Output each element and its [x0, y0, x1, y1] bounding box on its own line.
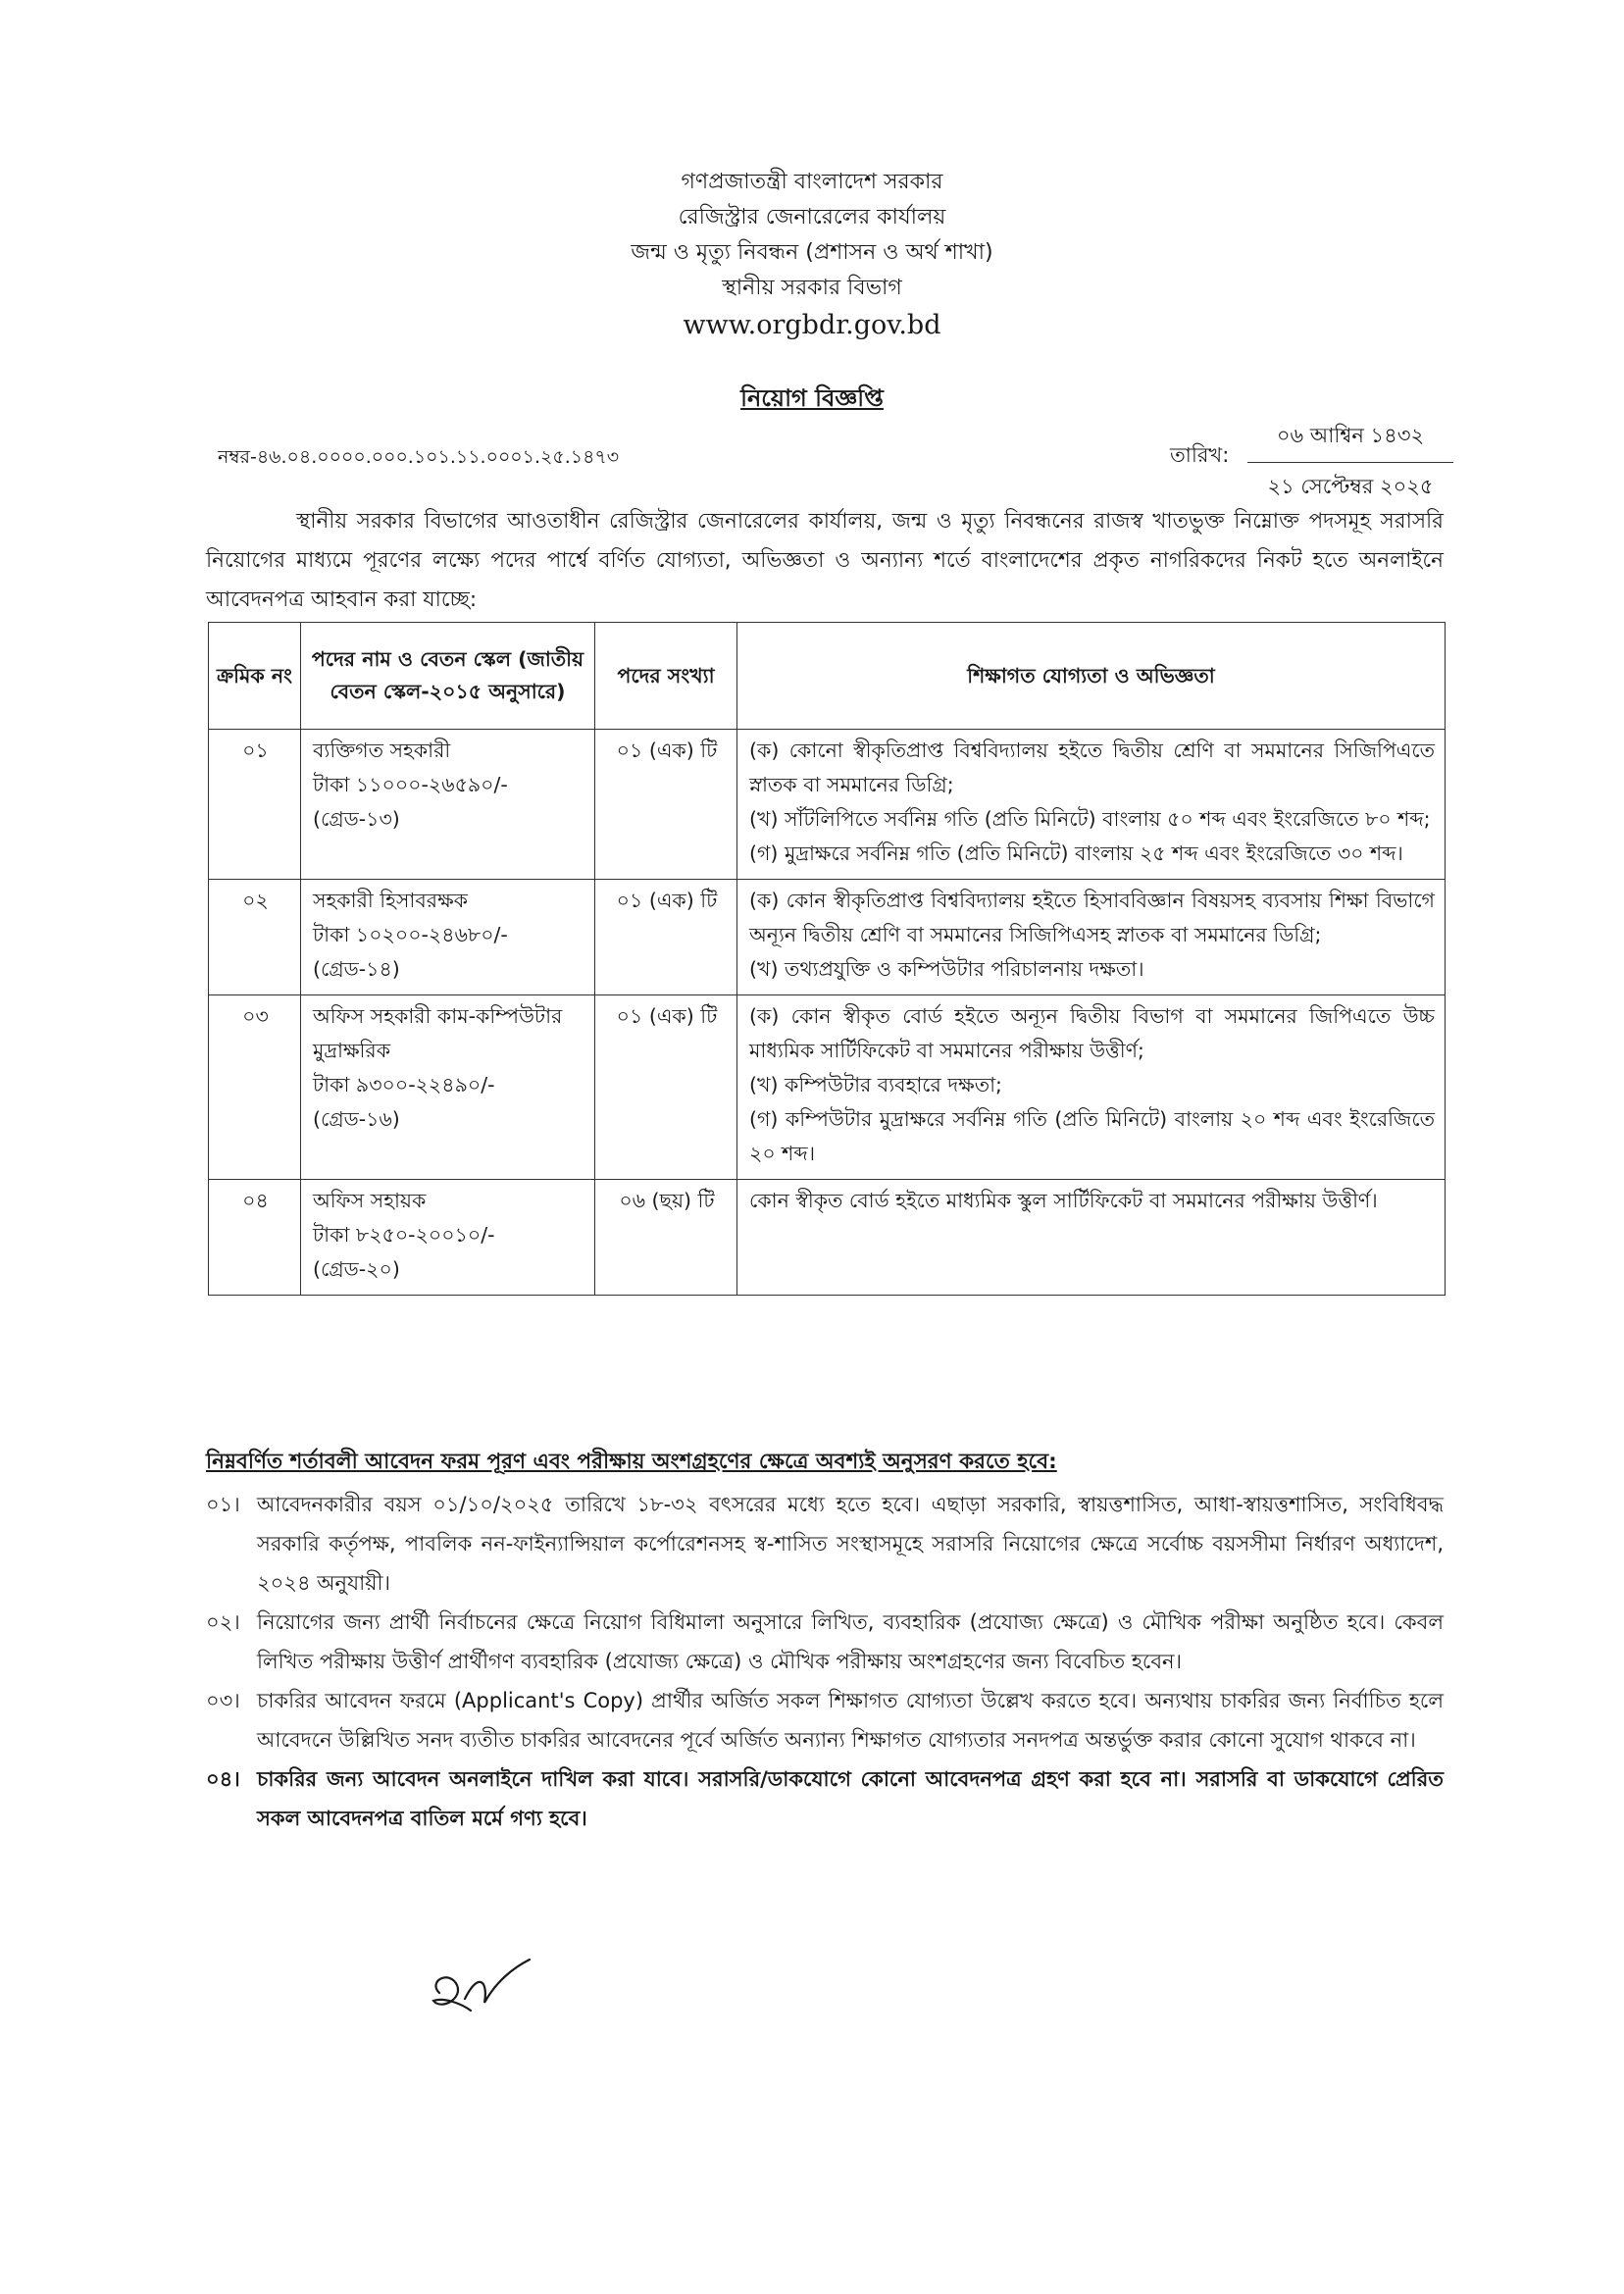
qualification-item: (গ) কম্পিউটার মুদ্রাক্ষরে সর্বনিম্ন গতি (প্রতি মিনিটে) বাংলায় ২০ শব্দ এবং ইংরেজিতে ২০ শব্দ।	[749, 1107, 1435, 1165]
post-pay: টাকা ৮২৫০-২০০১০/-	[313, 1223, 495, 1247]
qualification-item: (খ) সাঁটলিপিতে সর্বনিম্ন গতি (প্রতি মিনিটে) বাংলায় ৫০ শব্দ এবং ইংরেজিতে ৮০ শব্দ;	[749, 807, 1431, 831]
qualification-item: (ক) কোন স্বীকৃত বোর্ড হইতে অন্যূন দ্বিতীয় বিভাগ বা সমমানের জিপিএতে উচ্চ মাধ্যমিক সার্টিফিকেট বা সমমানের পরীক্ষায় উত্তীর্ণ;	[749, 1004, 1435, 1062]
condition-item	[206, 1759, 1444, 1838]
post-name: সহকারী হিসাবরক্ষক	[313, 889, 469, 912]
row-count: ০১ (এক) টি	[595, 880, 737, 995]
header-division: স্থানীয় সরকার বিভাগ	[722, 276, 902, 300]
condition-item	[206, 1485, 1444, 1603]
row-serial: ০২	[209, 880, 301, 995]
qualification-item: (ক) কোনো স্বীকৃতিপ্রাপ্ত বিশ্ববিদ্যালয় হইতে দ্বিতীয় শ্রেণি বা সমমানের সিজিপিএতে স্নাতক বা সমমানের ডিগ্রি;	[749, 739, 1435, 796]
intro-paragraph: স্থানীয় সরকার বিভাগের আওতাধীন রেজিস্ট্রার জেনারেলের কার্যালয়, জন্ম ও মৃত্যু নিবন্ধনের রাজস্ব খাতভুক্ত নিম্নোক্ত পদসমূহ সরাসরি নিয়োগের মাধ্যমে পূরণের লক্ষ্যে পদের পার্শ্বে বর্ণিত যোগ্যতা, অভিজ্ঞতা ও অন্যান্য শর্তে বাংলাদেশের প্রকৃত নাগরিকদের নিকট হতে অনলাইনে আবেদনপত্র আহবান করা যাচ্ছে:	[206, 509, 1444, 612]
qualification-item: (গ) মুদ্রাক্ষরে সর্বনিম্ন গতি (প্রতি মিনিটে) বাংলায় ২৫ শব্দ এবং ইংরেজিতে ৩০ শব্দ।	[749, 841, 1403, 865]
qualification-item: (ক) কোন স্বীকৃতিপ্রাপ্ত বিশ্ববিদ্যালয় হইতে হিসাববিজ্ঞান বিষয়সহ ব্যবসায় শিক্ষা বিভাগে অন্যূন দ্বিতীয় শ্রেণি বা সমমানের সিজিপিএসহ স্নাতক বা সমমানের ডিগ্রি;	[749, 889, 1435, 946]
qualification-item: কোন স্বীকৃত বোর্ড হইতে মাধ্যমিক স্কুল সার্টিফিকেট বা সমমানের পরীক্ষায় উত্তীর্ণ।	[749, 1189, 1378, 1212]
date-label: তারিখ:	[1170, 443, 1230, 467]
row-count: ০৬ (ছয়) টি	[595, 1180, 737, 1296]
post-grade: (গ্রেড-১৩)	[313, 807, 400, 831]
post-grade: (গ্রেড-১৪)	[313, 957, 400, 981]
condition-item	[206, 1603, 1444, 1681]
condition-number: ০৩।	[206, 1689, 240, 1712]
signature-scribble	[420, 1942, 547, 2020]
condition-text: চাকরির আবেদন ফরমে (Applicant's Copy) প্রার্থীর অর্জিত সকল শিক্ষাগত যোগ্যতা উল্লেখ করতে হবে। অন্যথায় চাকরির জন্য নির্বাচিত হলে আবেদনে উল্লিখিত সনদ ব্যতীত চাকরির আবেদনের পূর্বে অর্জিত অন্যান্য শিক্ষাগত যোগ্যতার সনদপত্র অন্তর্ভুক্ত করার কোনো সুযোগ থাকবে না।	[257, 1689, 1444, 1752]
post-grade: (গ্রেড-১৬)	[313, 1107, 400, 1131]
table-row	[209, 730, 1446, 880]
row-serial: ০১	[209, 730, 301, 880]
row-qualification	[737, 1180, 1446, 1296]
row-count: ০১ (এক) টি	[595, 730, 737, 880]
qualification-item: (খ) তথ্যপ্রযুক্তি ও কম্পিউটার পরিচালনায় দক্ষতা।	[749, 957, 1144, 981]
condition-text: চাকরির জন্য আবেদন অনলাইনে দাখিল করা যাবে। সরাসরি/ডাকযোগে কোনো আবেদনপত্র গ্রহণ করা হবে না। সরাসরি বা ডাকযোগে প্রেরিত সকল আবেদনপত্র বাতিল মর্মে গণ্য হবে।	[257, 1767, 1444, 1830]
header-branch: জন্ম ও মৃত্যু নিবন্ধন (প্রশাসন ও অর্থ শাখা)	[631, 240, 993, 265]
date-block	[1247, 420, 1453, 505]
table-row	[209, 880, 1446, 995]
row-post	[301, 995, 595, 1180]
row-qualification	[737, 880, 1446, 995]
post-pay: টাকা ৯৩০০-২২৪৯০/-	[313, 1073, 495, 1096]
row-post	[301, 880, 595, 995]
row-serial: ০৪	[209, 1180, 301, 1296]
table-row	[209, 995, 1446, 1180]
post-name: অফিস সহকারী কাম-কম্পিউটার মুদ্রাক্ষরিক	[313, 1004, 563, 1062]
post-pay: টাকা ১১০০০-২৬৫৯০/-	[313, 773, 508, 796]
post-name: অফিস সহায়ক	[313, 1189, 427, 1212]
condition-text: নিয়োগের জন্য প্রার্থী নির্বাচনের ক্ষেত্রে নিয়োগ বিধিমালা অনুসারে লিখিত, ব্যবহারিক (প্রযোজ্য ক্ষেত্রে) ও মৌখিক পরীক্ষা অনুষ্ঠিত হবে। কেবল লিখিত পরীক্ষায় উত্তীর্ণ প্রার্থীগণ ব্যবহারিক (প্রযোজ্য ক্ষেত্রে) ও মৌখিক পরীক্ষায় অংশগ্রহণের জন্য বিবেচিত হবেন।	[257, 1610, 1444, 1673]
header-qualification: শিক্ষাগত যোগ্যতা ও অভিজ্ঞতা	[737, 623, 1446, 730]
condition-text: আবেদনকারীর বয়স ০১/১০/২০২৫ তারিখে ১৮-৩২ বৎসরের মধ্যে হতে হবে। এছাড়া সরকারি, স্বায়ত্তশাসিত, আধা-স্বায়ত্তশাসিত, সংবিধিবদ্ধ সরকারি কর্তৃপক্ষ, পাবলিক নন-ফাইন্যান্সিয়াল কর্পোরেশনসহ স্ব-শাসিত সংস্থাসমূহে সরাসরি নিয়োগের ক্ষেত্রে সর্বোচ্চ বয়সসীমা নির্ধারণ অধ্যাদেশ, ২০২৪ অনুযায়ী।	[257, 1493, 1444, 1595]
date-bangla: ০৬ আশ্বিন ১৪৩২	[1247, 420, 1453, 463]
post-grade: (গ্রেড-২০)	[313, 1257, 400, 1281]
table-header-row	[209, 623, 1446, 730]
notice-title: নিয়োগ বিজ্ঞপ্তি	[740, 384, 884, 412]
row-serial: ০৩	[209, 995, 301, 1180]
condition-item	[206, 1681, 1444, 1759]
header-count: পদের সংখ্যা	[595, 623, 737, 730]
header-post: পদের নাম ও বেতন স্কেল (জাতীয় বেতন স্কেল-২০১৫ অনুসারে)	[301, 623, 595, 730]
date-english: ২১ সেপ্টেম্বর ২০২৫	[1267, 475, 1434, 498]
condition-number: ০১।	[206, 1493, 240, 1516]
header-govt: গণপ্রজাতন্ত্রী বাংলাদেশ সরকার	[681, 170, 943, 194]
memo-number: নম্বর-৪৬.০৪.০০০০.০০০.১০১.১১.০০০১.২৫.১৪৭৩	[218, 446, 620, 468]
qualification-item: (খ) কম্পিউটার ব্যবহারে দক্ষতা;	[749, 1073, 1002, 1096]
row-post	[301, 730, 595, 880]
conditions-title: নিম্নবর্ণিত শর্তাবলী আবেদন ফরম পূরণ এবং পরীক্ষায় অংশগ্রহণের ক্ষেত্রে অবশ্যই অনুসরণ করতে হবে:	[206, 1450, 1057, 1474]
row-post	[301, 1180, 595, 1296]
post-name: ব্যক্তিগত সহকারী	[313, 739, 451, 762]
header-office: রেজিস্ট্রার জেনারেলের কার্যালয়	[678, 205, 946, 229]
posts-table	[208, 622, 1446, 1296]
condition-number: ০২।	[206, 1610, 240, 1634]
row-count: ০১ (এক) টি	[595, 995, 737, 1180]
table-row	[209, 1180, 1446, 1296]
header-website-link[interactable]: www.orgbdr.gov.bd	[683, 310, 941, 340]
condition-number: ০৪।	[206, 1767, 240, 1791]
header-serial: ক্রমিক নং	[209, 623, 301, 730]
row-qualification	[737, 730, 1446, 880]
letterhead	[0, 165, 1624, 345]
conditions-list	[206, 1485, 1444, 1838]
row-qualification	[737, 995, 1446, 1180]
post-pay: টাকা ১০২০০-২৪৬৮০/-	[313, 923, 508, 946]
